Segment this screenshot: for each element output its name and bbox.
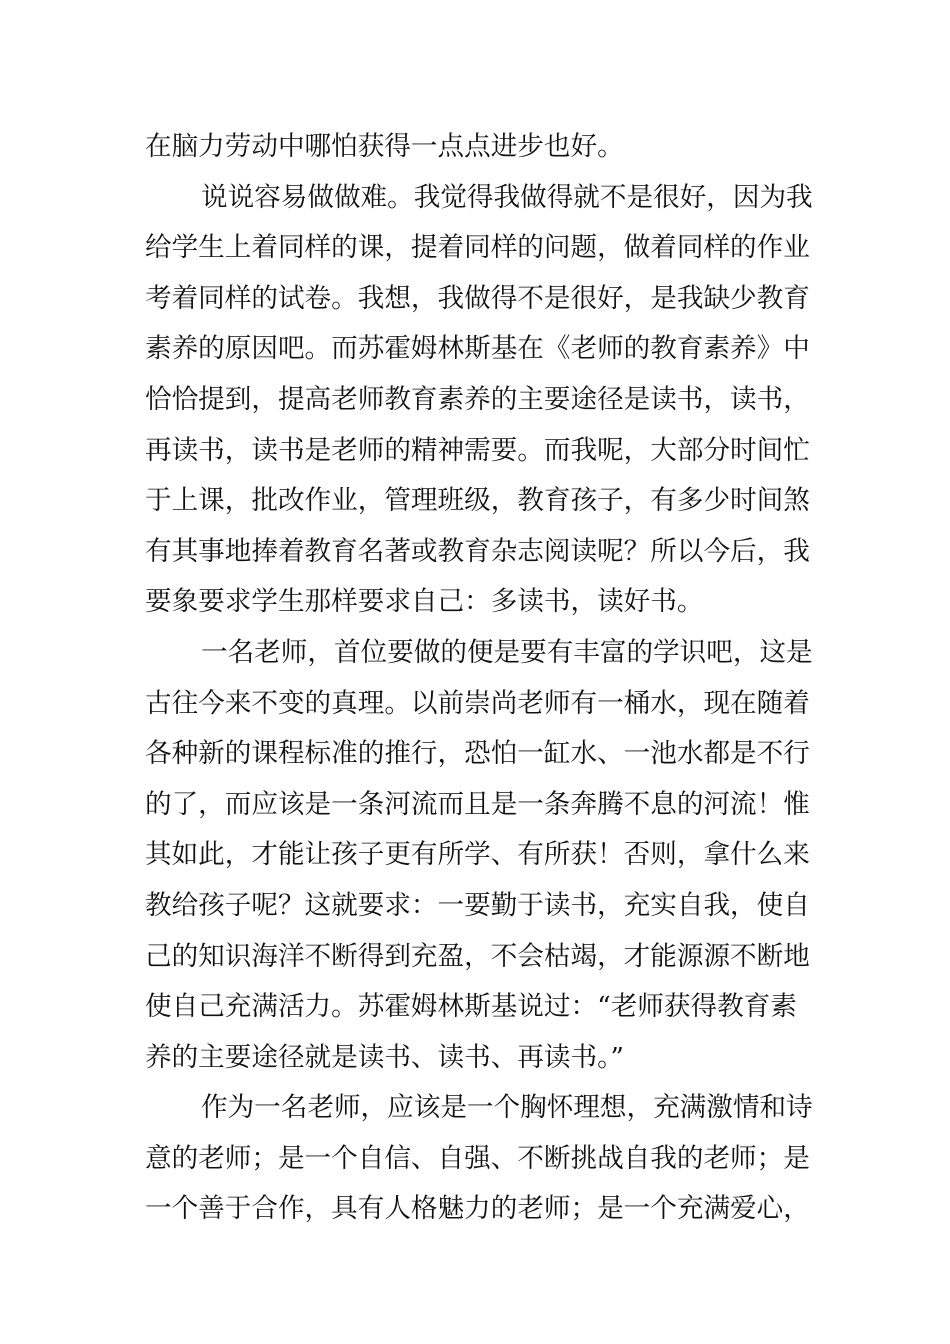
- body-text: [145, 122, 813, 1235]
- paragraph-start-line: 一名老师，首位要做的便是要有丰富的学识吧，这是: [201, 636, 813, 668]
- text-line: 素养的原因吧。而苏霍姆林斯基在《老师的教育素养》中: [145, 333, 810, 365]
- paragraph-start-line: 作为一名老师，应该是一个胸怀理想，充满激情和诗: [201, 1092, 813, 1124]
- text-line: 古往今来不变的真理。以前崇尚老师有一桶水，现在随着: [145, 687, 810, 719]
- text-line: 的了，而应该是一条河流而且是一条奔腾不息的河流！惟: [145, 788, 810, 820]
- paragraph-start-line: 说说容易做做难。我觉得我做得就不是很好，因为我: [201, 181, 813, 213]
- text-line: 恰恰提到，提高老师教育素养的主要途径是读书，读书，: [145, 383, 810, 415]
- text-line: 于上课，批改作业，管理班级，教育孩子，有多少时间煞: [145, 485, 810, 517]
- text-line: 给学生上着同样的课，提着同样的问题，做着同样的作业: [145, 232, 810, 264]
- text-line: 要象要求学生那样要求自己：多读书，读好书。: [145, 586, 704, 618]
- text-line: 己的知识海洋不断得到充盈，不会枯竭，才能源源不断地: [145, 940, 810, 972]
- text-line: 在脑力劳动中哪怕获得一点点进步也好。: [145, 131, 624, 162]
- text-line: 意的老师；是一个自信、自强、不断挑战自我的老师；是: [145, 1142, 810, 1174]
- text-line: 使自己充满活力。苏霍姆林斯基说过：“老师获得教育素: [145, 991, 797, 1023]
- text-line: 再读书，读书是老师的精神需要。而我呢，大部分时间忙: [145, 434, 810, 466]
- text-line: 考着同样的试卷。我想，我做得不是很好，是我缺少教育: [145, 282, 810, 314]
- text-line: 教给孩子呢？这就要求：一要勤于读书，充实自我，使自: [145, 889, 810, 921]
- text-line: 一个善于合作，具有人格魅力的老师；是一个充满爱心，: [145, 1193, 810, 1225]
- text-line: 有其事地捧着教育名著或教育杂志阅读呢？所以今后，我: [145, 535, 810, 567]
- text-line: 养的主要途径就是读书、读书、再读书。”: [145, 1041, 624, 1073]
- text-line: 其如此，才能让孩子更有所学、有所获！否则，拿什么来: [145, 839, 810, 871]
- text-line: 各种新的课程标准的推行，恐怕一缸水、一池水都是不行: [145, 738, 810, 770]
